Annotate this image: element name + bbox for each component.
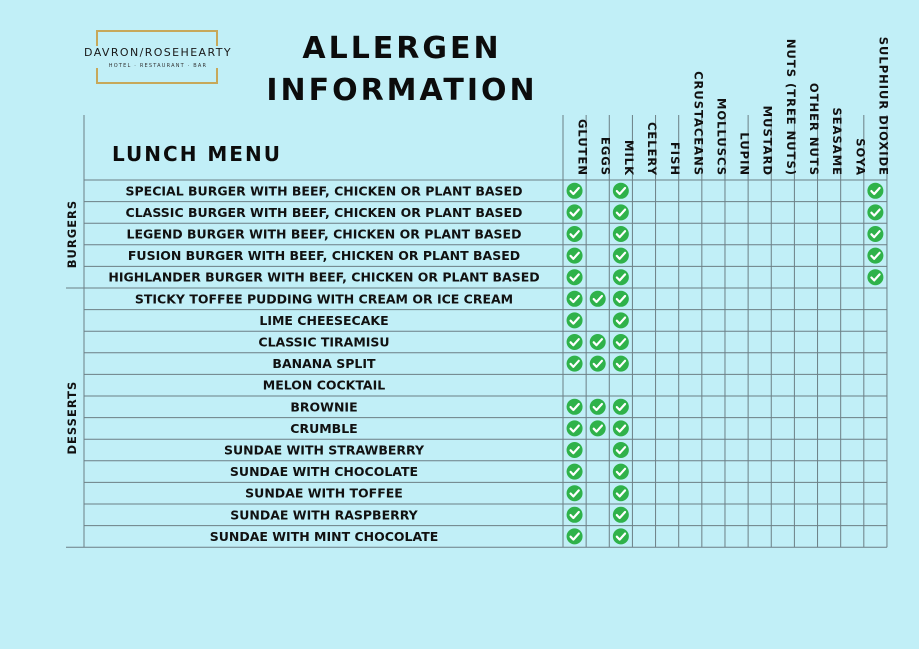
dish-name: SUNDAE WITH TOFFEE: [245, 485, 403, 501]
check-icon: [613, 399, 629, 415]
check-icon: [567, 507, 583, 523]
check-icon: [613, 420, 629, 436]
check-icon: [567, 399, 583, 415]
allergen-header: EGGS: [598, 136, 613, 176]
check-icon: [867, 183, 883, 199]
check-icon: [567, 528, 583, 544]
check-icon: [567, 291, 583, 307]
check-icon: [613, 334, 629, 350]
check-icon: [867, 248, 883, 264]
page-title-line-1: ALLERGEN: [302, 31, 502, 66]
check-icon: [613, 183, 629, 199]
check-icon: [613, 528, 629, 544]
dish-name: BROWNIE: [290, 399, 358, 415]
dish-name: SPECIAL BURGER WITH BEEF, CHICKEN OR PLANT BASED: [125, 183, 523, 199]
check-icon: [613, 226, 629, 242]
check-icon: [590, 291, 606, 307]
check-icon: [567, 442, 583, 458]
dish-name: FUSION BURGER WITH BEEF, CHICKEN OR PLANT BASED: [127, 248, 521, 264]
check-icon: [567, 420, 583, 436]
check-icon: [867, 269, 883, 285]
check-icon: [613, 507, 629, 523]
dish-name: BANANA SPLIT: [272, 356, 376, 372]
dish-name: LEGEND BURGER WITH BEEF, CHICKEN OR PLANT BASED: [126, 226, 522, 242]
check-icon: [567, 334, 583, 350]
allergen-header: CELERY: [644, 121, 659, 176]
dish-name: CLASSIC BURGER WITH BEEF, CHICKEN OR PLANT BASED: [125, 204, 523, 220]
check-icon: [590, 399, 606, 415]
check-icon: [567, 204, 583, 220]
dish-name: SUNDAE WITH RASPBERRY: [230, 507, 418, 523]
logo-name: DAVRON/ROSEHEARTY: [84, 46, 232, 59]
check-icon: [613, 442, 629, 458]
check-icon: [613, 291, 629, 307]
allergen-header: GLUTEN: [575, 118, 590, 176]
allergen-header: MUSTARD: [760, 105, 775, 176]
logo-tagline: HOTEL · RESTAURANT · BAR: [108, 63, 208, 69]
check-icon: [613, 464, 629, 480]
group-label-burgers: BURGERS: [65, 199, 79, 269]
check-icon: [567, 464, 583, 480]
dish-name: LIME CHEESECAKE: [259, 312, 389, 328]
dish-name: SUNDAE WITH CHOCOLATE: [229, 464, 419, 480]
group-label-desserts: DESSERTS: [65, 380, 79, 455]
dish-name: SUNDAE WITH STRAWBERRY: [223, 442, 425, 458]
check-icon: [567, 356, 583, 372]
check-icon: [867, 226, 883, 242]
check-icon: [567, 248, 583, 264]
dish-name: CRUMBLE: [290, 420, 358, 436]
check-icon: [567, 269, 583, 285]
allergen-header: SULPHIUR DIOXIDE: [876, 36, 891, 176]
check-icon: [590, 420, 606, 436]
dish-name: SUNDAE WITH MINT CHOCOLATE: [209, 528, 439, 544]
allergen-header: CRUSTACEANS: [691, 71, 706, 176]
dish-name: MELON COCKTAIL: [262, 377, 386, 393]
page-title-line-2: INFORMATION: [266, 73, 538, 108]
allergen-header: FISH: [668, 141, 683, 176]
check-icon: [613, 312, 629, 328]
allergen-header: MOLLUSCS: [714, 97, 729, 176]
check-icon: [867, 204, 883, 220]
check-icon: [613, 248, 629, 264]
check-icon: [590, 356, 606, 372]
allergen-header: OTHER NUTS: [806, 82, 821, 176]
check-icon: [567, 312, 583, 328]
check-icon: [613, 485, 629, 501]
check-icon: [613, 356, 629, 372]
dish-name: CLASSIC TIRAMISU: [258, 334, 390, 350]
check-icon: [613, 269, 629, 285]
check-icon: [567, 183, 583, 199]
allergen-header: SOYA: [853, 138, 868, 176]
check-icon: [567, 226, 583, 242]
dish-name: STICKY TOFFEE PUDDING WITH CREAM OR ICE CREAM: [134, 291, 514, 307]
allergen-header: NUTS (TREE NUTS): [783, 38, 798, 176]
check-icon: [613, 204, 629, 220]
dish-name: HIGHLANDER BURGER WITH BEEF, CHICKEN OR PLANT BASED: [108, 269, 540, 285]
check-icon: [590, 334, 606, 350]
allergen-header: MILK: [621, 140, 636, 176]
check-icon: [567, 485, 583, 501]
menu-title: LUNCH MENU: [112, 142, 282, 166]
allergen-header: LUPIN: [737, 132, 752, 176]
allergen-header: SEASAME: [830, 107, 845, 176]
